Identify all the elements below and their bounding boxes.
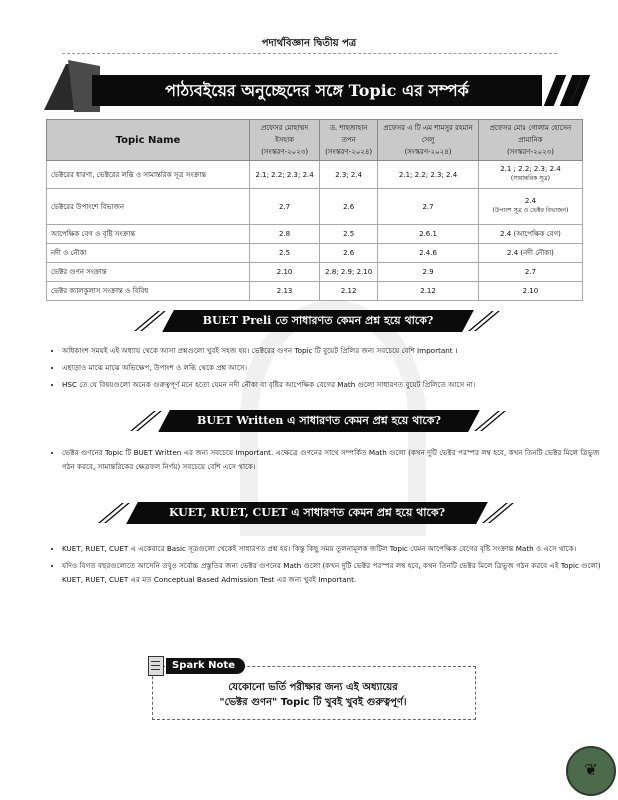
value-cell [478, 161, 582, 189]
spark-note-label: Spark Note [166, 658, 245, 674]
header-col-2 [320, 120, 378, 161]
value-cell: 2.4 (নদী নৌকা) [478, 244, 582, 263]
spark-note-text [152, 680, 474, 710]
header-edition: (সংস্করণ-২০২৪) [325, 148, 373, 156]
value-cell: 2.10 [478, 282, 582, 301]
book-logo-icon: ❦ [566, 746, 616, 796]
section-banner-kuet-ruet-cuet [104, 502, 514, 524]
header-author: প্রফেসর মোঃ গোলাম হোসেন প্রামানিক [489, 124, 572, 144]
topic-cell: ভেক্টরের ধারণা, ভেক্টরের লব্ধি ও সামান্তরিক সূত্র সংক্রান্ত [47, 161, 250, 189]
value-cell: 2.6 [320, 189, 378, 225]
section-banner-buet-preli [140, 310, 500, 332]
topic-cell: ভেক্টর ক্যালকুলাস সংক্রান্ত ও বিবিধ [47, 282, 250, 301]
value-cell: 2.8; 2.9; 2.10 [320, 263, 378, 282]
section-title: BUET Written এ সাধারণত কেমন প্রশ্ন হয়ে থাকে? [197, 414, 441, 427]
value-cell: 2.5 [320, 225, 378, 244]
table-row [47, 263, 583, 282]
table-header-row [47, 120, 583, 161]
header-col-1 [250, 120, 320, 161]
value-cell: 2.7 [250, 189, 320, 225]
value-cell: 2.5 [250, 244, 320, 263]
value-cell: 2.4 (আপেক্ষিক বেগ) [478, 225, 582, 244]
header-author: ড. শাহজাহান তপন [329, 124, 368, 144]
spark-note-line: যেকোনো ভর্তি পরীক্ষার জন্য এই অধ্যায়ের [228, 682, 398, 693]
value-cell: 2.8 [250, 225, 320, 244]
main-banner [44, 60, 584, 112]
value-note: (সামান্তরিক সূত্র) [510, 175, 550, 182]
section-title: BUET Preli তে সাধারণত কেমন প্রশ্ন হয়ে থাকে? [202, 314, 434, 327]
bullet-item: • HSC তে যে বিষয়গুলো অনেক গুরুত্বপূর্ণ মনে হতো যেমন নদী নৌকা বা বৃষ্টির আপেক্ষিক বেগের Math গুলো সাধারণত বুয়েট প্রিলিতে আসে না। [62, 378, 610, 392]
value-text: 2.4 [524, 197, 537, 205]
topic-cell: ভেক্টর গুণন সংক্রান্ত [47, 263, 250, 282]
topic-cell: ভেক্টরের উপাংশে বিভাজন [47, 189, 250, 225]
header-edition: (সংস্করণ-২০২৩) [506, 148, 554, 156]
header-topic-name: Topic Name [47, 120, 250, 161]
value-text: 2.1 ; 2.2; 2.3; 2.4 [500, 165, 561, 173]
section-banner-buet-written [136, 410, 506, 432]
topic-table [46, 119, 583, 301]
value-cell: 2.12 [320, 282, 378, 301]
table-row [47, 161, 583, 189]
spark-note-line: "ভেক্টর গুণন" Topic টি খুবই খুবই গুরুত্বপূর্ণ। [219, 697, 407, 708]
table-row [47, 282, 583, 301]
bullet-item: • এছাড়াও মাঝে মাঝে অভিক্ষেপ, উপাংশ ও লব্ধি থেকে প্রশ্ন আসে। [62, 361, 610, 375]
value-note: (উপাংশ সূত্র ও ভেক্টর বিভাজন) [492, 207, 569, 214]
banner-title: পাঠ্যবইয়ের অনুচ্ছেদের সঙ্গে Topic এর সম্পর্ক [165, 81, 469, 100]
value-cell: 2.1; 2.2; 2.3; 2.4 [378, 161, 479, 189]
section-title: KUET, RUET, CUET এ সাধারণত কেমন প্রশ্ন হয়ে থাকে? [168, 506, 446, 519]
value-cell: 2.12 [378, 282, 479, 301]
bullet-item: • যদিও বিগত বছরগুলোতে আসেনি তবুও সর্বোচ্চ প্রস্তুতির জন্য ভেক্টর গুণনের Math গুলো (কখন দুটি ভেক্টর পরস্পর লম্ব হবে, কখন তিনটি ভেক্টর মিলে ত্রিভুজ গঠন করবে এই Topic গুলো) KUET, RUET, CUET এর মত Conceptual Based Admission Test এর জন্য খুবই Important. [62, 559, 610, 587]
header-col-4 [478, 120, 582, 161]
topic-cell: আপেক্ষিক বেগ ও বৃষ্টি সংক্রান্ত [47, 225, 250, 244]
value-cell [478, 189, 582, 225]
notepad-icon [148, 656, 164, 676]
spark-note [148, 656, 478, 722]
bullet-item: • ভেক্টর গুণনের Topic টি BUET Written এর জন্য সবচেয়ে Important. এক্ষেত্রে গুণনের সাথে সম্পর্কিত Math গুলো (কখন দুটি ভেক্টর পরস্পর লম্ব হবে, কখন তিনটি ভেক্টর মিলে ত্রিভুজ গঠন করবে, সামান্তরিকের ক্ষেত্রফল নির্ণয়) সবচেয়ে বেশি এসে থাকে। [62, 446, 610, 474]
header-edition: (সংস্করণ-২০২৩) [261, 148, 309, 156]
value-cell: 2.4.6 [378, 244, 479, 263]
topic-cell: নদী ও নৌকা [47, 244, 250, 263]
header-col-3 [378, 120, 479, 161]
bullet-list-kuet-ruet-cuet [40, 542, 610, 590]
bullet-item: • অধিকাংশ সময়ই এই অধ্যায় থেকে আসা প্রশ্নগুলো খুবই সহজ হয়। ভেক্টরের গুণন Topic টি বুয়েট প্রিলির জন্য সবচেয়ে বেশি Important । [62, 344, 610, 358]
bullet-list-buet-preli [40, 344, 610, 395]
value-cell: 2.7 [478, 263, 582, 282]
value-cell: 2.3; 2.4 [320, 161, 378, 189]
value-cell: 2.1; 2.2; 2.3; 2.4 [250, 161, 320, 189]
bullet-item: • KUET, RUET, CUET এ একেবারে Basic সূত্রগুলো থেকেই সাধারণত প্রশ্ন হয়। কিন্তু কিছু সময় তুলনামূলক জটিল Topic যেমন আপেক্ষিক বেগের বৃষ্টি সংক্রান্ত Math ও এসে থাকে। [62, 542, 610, 556]
header-author: প্রফেসর মোহাম্মদ ইসহাক [260, 124, 309, 144]
value-cell: 2.6.1 [378, 225, 479, 244]
value-cell: 2.6 [320, 244, 378, 263]
header-divider [62, 53, 557, 54]
value-cell: 2.9 [378, 263, 479, 282]
value-cell: 2.7 [378, 189, 479, 225]
value-cell: 2.10 [250, 263, 320, 282]
table-row [47, 225, 583, 244]
table-row [47, 244, 583, 263]
table-row [47, 189, 583, 225]
bullet-list-buet-written [40, 446, 610, 477]
running-head: পদার্থবিজ্ঞান দ্বিতীয় পত্র [261, 38, 357, 49]
header-edition: (সংস্করণ-২০২৪) [404, 148, 452, 156]
value-cell: 2.13 [250, 282, 320, 301]
header-author: প্রফেসর এ টি এম শামসুর রহমান সেলু [383, 124, 473, 144]
